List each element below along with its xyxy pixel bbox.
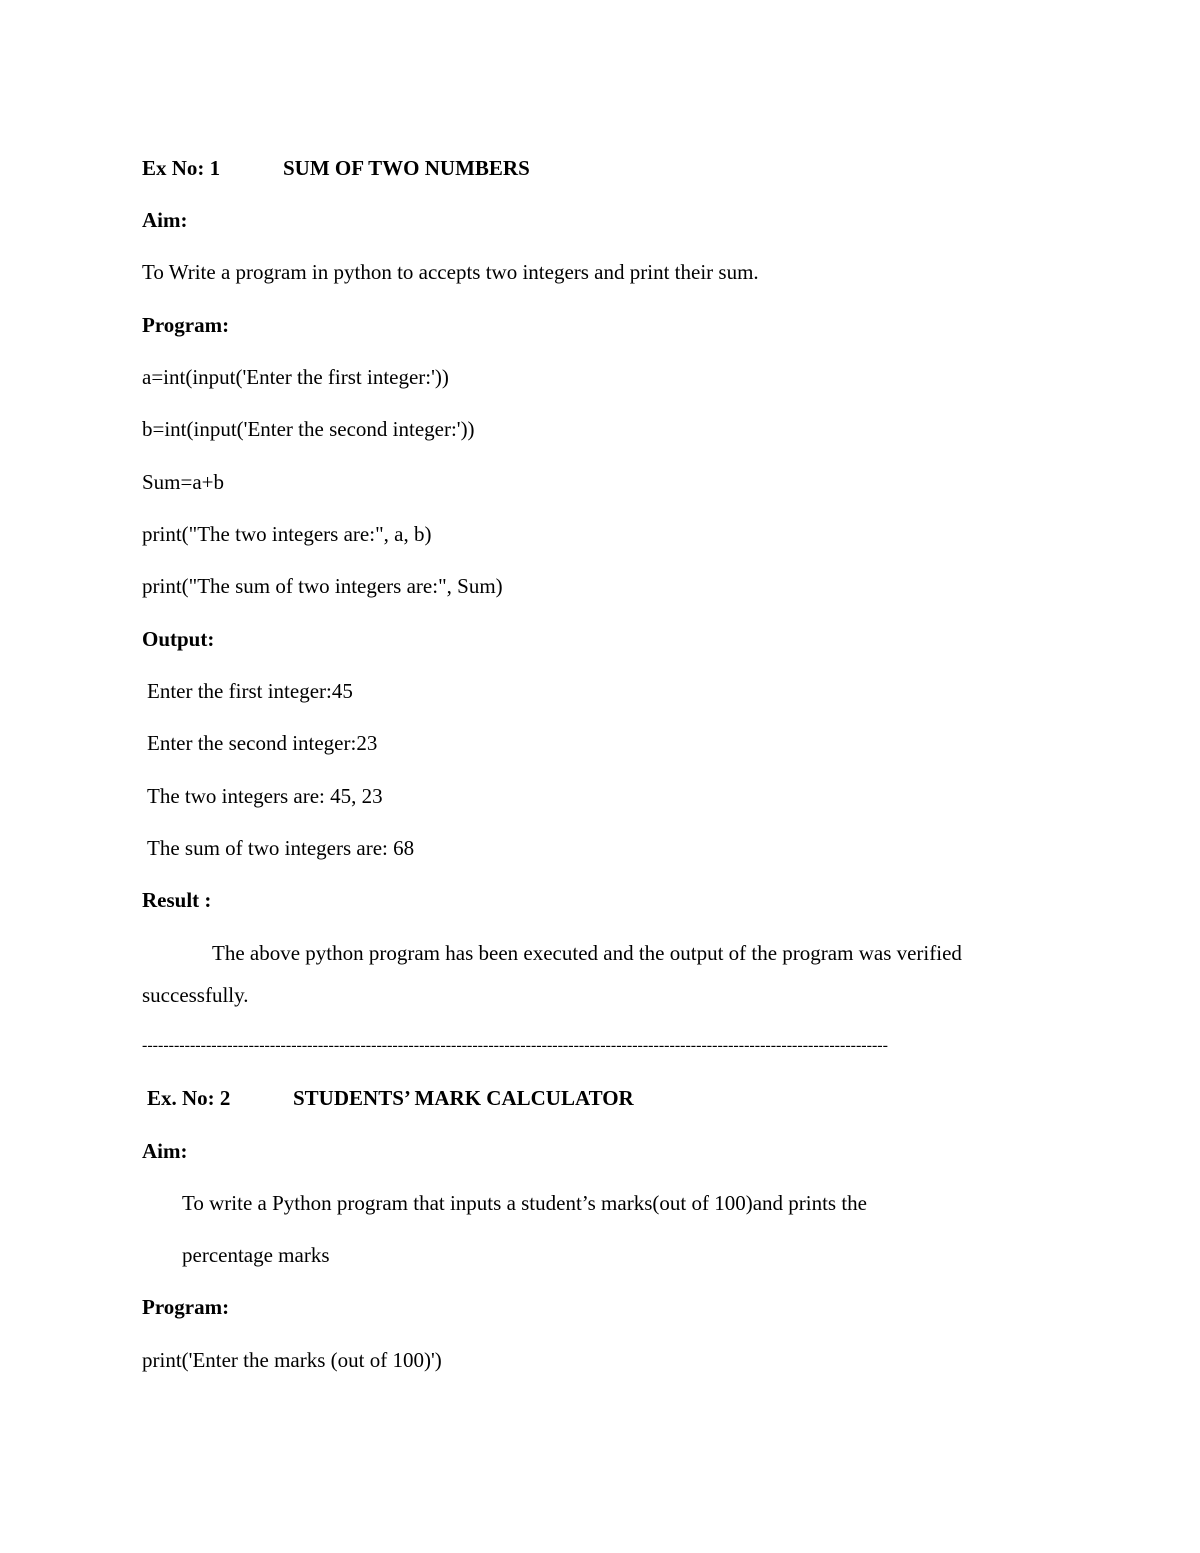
ex2-number: Ex. No: 2 [147,1086,231,1110]
ex1-aim-label: Aim: [142,208,188,232]
ex1-output-label: Output: [142,627,215,651]
ex1-number: Ex No: 1 [142,156,221,180]
ex1-output-line: The sum of two integers are: 68 [147,836,415,860]
ex1-code-line: a=int(input('Enter the first integer:')) [142,365,449,389]
ex1-output-line: The two integers are: 45, 23 [147,784,383,808]
ex1-result-line1: The above python program has been executed and the output of the program was verified [212,941,962,965]
ex1-code-line: Sum=a+b [142,470,225,494]
ex1-output-line: Enter the second integer:23 [147,731,378,755]
ex2-program-label: Program: [142,1295,230,1319]
ex1-code-line: b=int(input('Enter the second integer:')) [142,417,475,441]
section-divider: -------------------------------------------------------------------------------------------------------------------------------------------- [142,1037,888,1054]
ex2-aim-label: Aim: [142,1139,188,1163]
ex1-code-line: print("The sum of two integers are:", Sum) [142,574,503,598]
ex1-result-label: Result : [142,888,212,912]
ex1-title: SUM OF TWO NUMBERS [283,156,530,180]
ex1-output-line: Enter the first integer:45 [147,679,353,703]
ex2-aim-line1: To write a Python program that inputs a student’s marks(out of 100)and prints the [182,1191,868,1215]
ex1-code-line: print("The two integers are:", a, b) [142,522,432,546]
ex2-title: STUDENTS’ MARK CALCULATOR [293,1086,634,1110]
ex1-program-label: Program: [142,313,230,337]
ex2-code-line: print('Enter the marks (out of 100)') [142,1348,442,1372]
ex1-result-line2: successfully. [142,983,249,1007]
ex1-aim-text: To Write a program in python to accepts two integers and print their sum. [142,260,759,284]
ex2-aim-line2: percentage marks [182,1243,330,1267]
